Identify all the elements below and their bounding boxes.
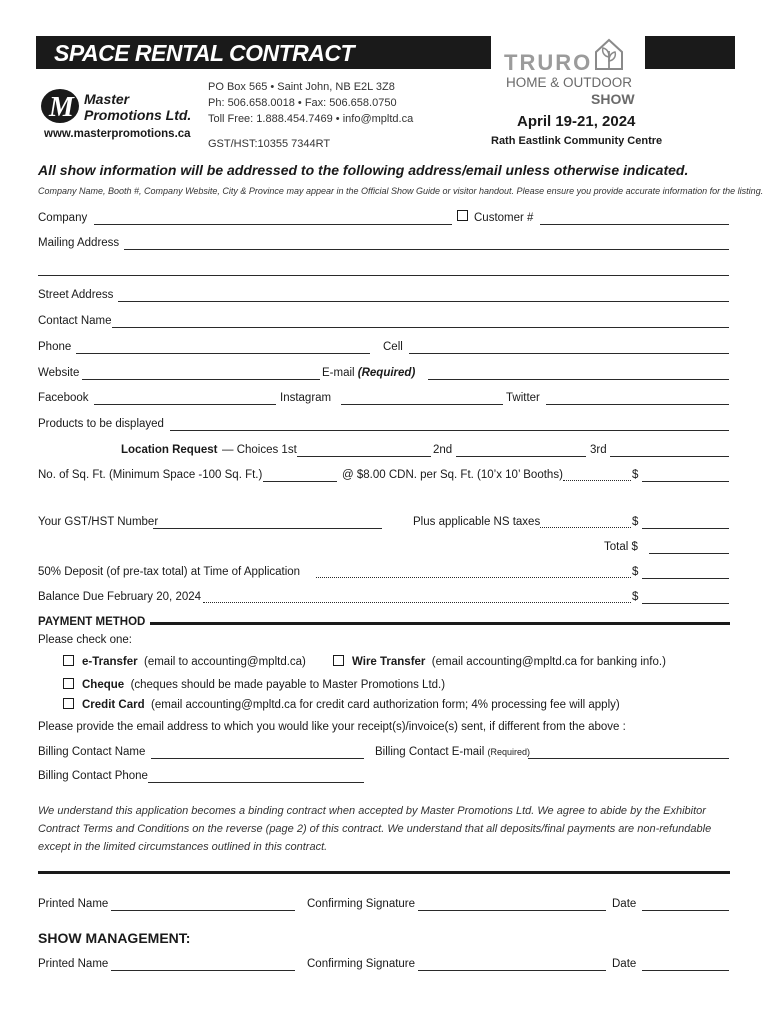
facebook-field[interactable]: [94, 404, 276, 405]
plus-taxes-label: Plus applicable NS taxes: [413, 516, 541, 528]
payment-instruction: Please check one:: [38, 634, 132, 646]
deposit-label: 50% Deposit (of pre-tax total) at Time of Application: [38, 566, 301, 578]
show-venue: Rath Eastlink Community Centre: [491, 135, 663, 147]
contract-divider: [38, 871, 730, 874]
phone-label: Phone: [38, 341, 72, 353]
show-management-heading: SHOW MANAGEMENT:: [38, 930, 191, 946]
balance-leader: [203, 602, 631, 603]
mailing-address-field[interactable]: [124, 249, 729, 250]
choice-3rd-label: 3rd: [590, 444, 607, 456]
mailing-address-label: Mailing Address: [38, 237, 120, 249]
products-field[interactable]: [170, 430, 729, 431]
billing-phone-field[interactable]: [148, 782, 364, 783]
billing-email-label: Billing Contact E-mail (Required): [375, 746, 531, 758]
gst-number: GST/HST:10355 7344RT: [208, 138, 331, 150]
instagram-label: Instagram: [280, 392, 332, 404]
choice-1st-field[interactable]: [297, 456, 431, 457]
date-label: Date: [612, 898, 637, 910]
twitter-field[interactable]: [546, 404, 729, 405]
address-line-2: Ph: 506.658.0018 • Fax: 506.658.0750: [208, 97, 397, 109]
dollar-sign: $: [632, 469, 639, 481]
address-line-1: PO Box 565 • Saint John, NB E2L 3Z8: [208, 81, 395, 93]
wire-transfer-checkbox[interactable]: [333, 655, 344, 666]
svg-text:Master: Master: [84, 91, 130, 107]
rate-label: @ $8.00 CDN. per Sq. Ft. (10’x 10’ Booths): [342, 469, 563, 481]
contract-line-1: We understand this application becomes a binding contract when accepted by Master Promotions Ltd. We agree to abide by the Exhibitor: [38, 805, 706, 817]
printed-name-label: Printed Name: [38, 898, 109, 910]
cell-label: Cell: [383, 341, 403, 353]
management-signature-label: Confirming Signature: [307, 958, 416, 970]
page-title: SPACE RENTAL CONTRACT: [54, 40, 354, 66]
taxes-leader: [540, 527, 631, 528]
show-logo-show: SHOW: [591, 91, 635, 107]
phone-field[interactable]: [76, 353, 370, 354]
total-label: Total $: [604, 541, 638, 553]
billing-phone-label: Billing Contact Phone: [38, 770, 148, 782]
balance-label: Balance Due February 20, 2024: [38, 591, 202, 603]
header-accent-bar: [645, 36, 735, 69]
credit-card-checkbox[interactable]: [63, 698, 74, 709]
confirming-signature-field[interactable]: [418, 910, 606, 911]
payment-method-title: PAYMENT METHOD: [38, 616, 146, 628]
payment-divider: [150, 622, 730, 625]
twitter-label: Twitter: [506, 392, 540, 404]
facebook-label: Facebook: [38, 392, 89, 404]
street-address-label: Street Address: [38, 289, 114, 301]
company-field[interactable]: [94, 224, 452, 225]
management-date-label: Date: [612, 958, 637, 970]
address-line-3: Toll Free: 1.888.454.7469 • info@mpltd.ca: [208, 113, 414, 125]
choices-1st-label: — Choices 1st: [222, 444, 297, 456]
sqft-amount-field[interactable]: [642, 481, 729, 482]
show-dates: April 19-21, 2024: [517, 113, 636, 130]
sqft-field[interactable]: [263, 481, 337, 482]
email-label: E-mail (Required): [322, 367, 416, 379]
deposit-field[interactable]: [642, 578, 729, 579]
house-leaf-icon: [593, 37, 625, 71]
payment-option-credit-card: Credit Card (email accounting@mpltd.ca for credit card authorization form; 4% processing fee will apply): [82, 699, 620, 711]
email-field[interactable]: [428, 379, 729, 380]
company-label: Company: [38, 212, 88, 224]
management-printed-name-field[interactable]: [111, 970, 295, 971]
gst-number-label: Your GST/HST Number: [38, 516, 159, 528]
company-website: www.masterpromotions.ca: [44, 128, 191, 140]
sqft-label: No. of Sq. Ft. (Minimum Space -100 Sq. Ft.): [38, 469, 263, 481]
billing-name-field[interactable]: [151, 758, 364, 759]
instagram-field[interactable]: [341, 404, 503, 405]
customer-checkbox[interactable]: [457, 210, 468, 221]
deposit-leader: [316, 577, 631, 578]
management-date-field[interactable]: [642, 970, 729, 971]
dollar-sign: $: [632, 516, 639, 528]
confirming-signature-label: Confirming Signature: [307, 898, 416, 910]
rate-leader: [563, 480, 631, 481]
website-field[interactable]: [82, 379, 320, 380]
balance-field[interactable]: [642, 603, 729, 604]
cheque-checkbox[interactable]: [63, 678, 74, 689]
choice-2nd-field[interactable]: [456, 456, 586, 457]
website-label: Website: [38, 367, 80, 379]
management-printed-name-label: Printed Name: [38, 958, 109, 970]
etransfer-checkbox[interactable]: [63, 655, 74, 666]
cell-field[interactable]: [409, 353, 729, 354]
show-logo-truro: TRURO: [504, 50, 593, 75]
choice-2nd-label: 2nd: [433, 444, 453, 456]
svg-text:M: M: [49, 92, 74, 123]
notice-subtext: Company Name, Booth #, Company Website, City & Province may appear in the Official Show Guide or visitor handout. Please ensure you provide accurate information for the listing.: [38, 186, 764, 196]
street-address-field[interactable]: [118, 301, 729, 302]
customer-number-field[interactable]: [540, 224, 729, 225]
printed-name-field[interactable]: [111, 910, 295, 911]
management-signature-field[interactable]: [418, 970, 606, 971]
svg-text:Promotions Ltd.: Promotions Ltd.: [84, 107, 192, 123]
choice-3rd-field[interactable]: [610, 456, 729, 457]
date-field[interactable]: [642, 910, 729, 911]
gst-number-field[interactable]: [153, 528, 382, 529]
dollar-sign: $: [632, 566, 639, 578]
customer-number-label: Customer #: [474, 212, 534, 224]
taxes-amount-field[interactable]: [642, 528, 729, 529]
mailing-address-field-2[interactable]: [38, 275, 729, 276]
payment-option-wire: Wire Transfer (email accounting@mpltd.ca for banking info.): [352, 656, 666, 668]
dollar-sign: $: [632, 591, 639, 603]
payment-option-cheque: Cheque (cheques should be made payable to Master Promotions Ltd.): [82, 679, 446, 691]
contract-line-2: Contract Terms and Conditions on the reverse (page 2) of this contract. We understand that all deposits/final payments are non-refundable: [38, 823, 712, 835]
products-label: Products to be displayed: [38, 418, 164, 430]
receipt-note: Please provide the email address to which you would like your receipt(s)/invoice(s) sent, if different from the above :: [38, 721, 626, 733]
location-request-label: Location Request: [121, 444, 218, 456]
contract-line-3: except in the limited circumstances outlined in this contract.: [38, 841, 328, 853]
contact-name-label: Contact Name: [38, 315, 112, 327]
billing-name-label: Billing Contact Name: [38, 746, 146, 758]
total-field[interactable]: [649, 553, 729, 554]
contact-name-field[interactable]: [112, 327, 729, 328]
notice-heading: All show information will be addressed to the following address/email unless otherwise indicated.: [38, 162, 689, 178]
master-promotions-logo: [40, 84, 195, 129]
show-logo-subtitle: HOME & OUTDOOR: [506, 75, 633, 90]
payment-option-etransfer: e-Transfer (email to accounting@mpltd.ca): [82, 656, 306, 668]
billing-email-field[interactable]: [528, 758, 729, 759]
